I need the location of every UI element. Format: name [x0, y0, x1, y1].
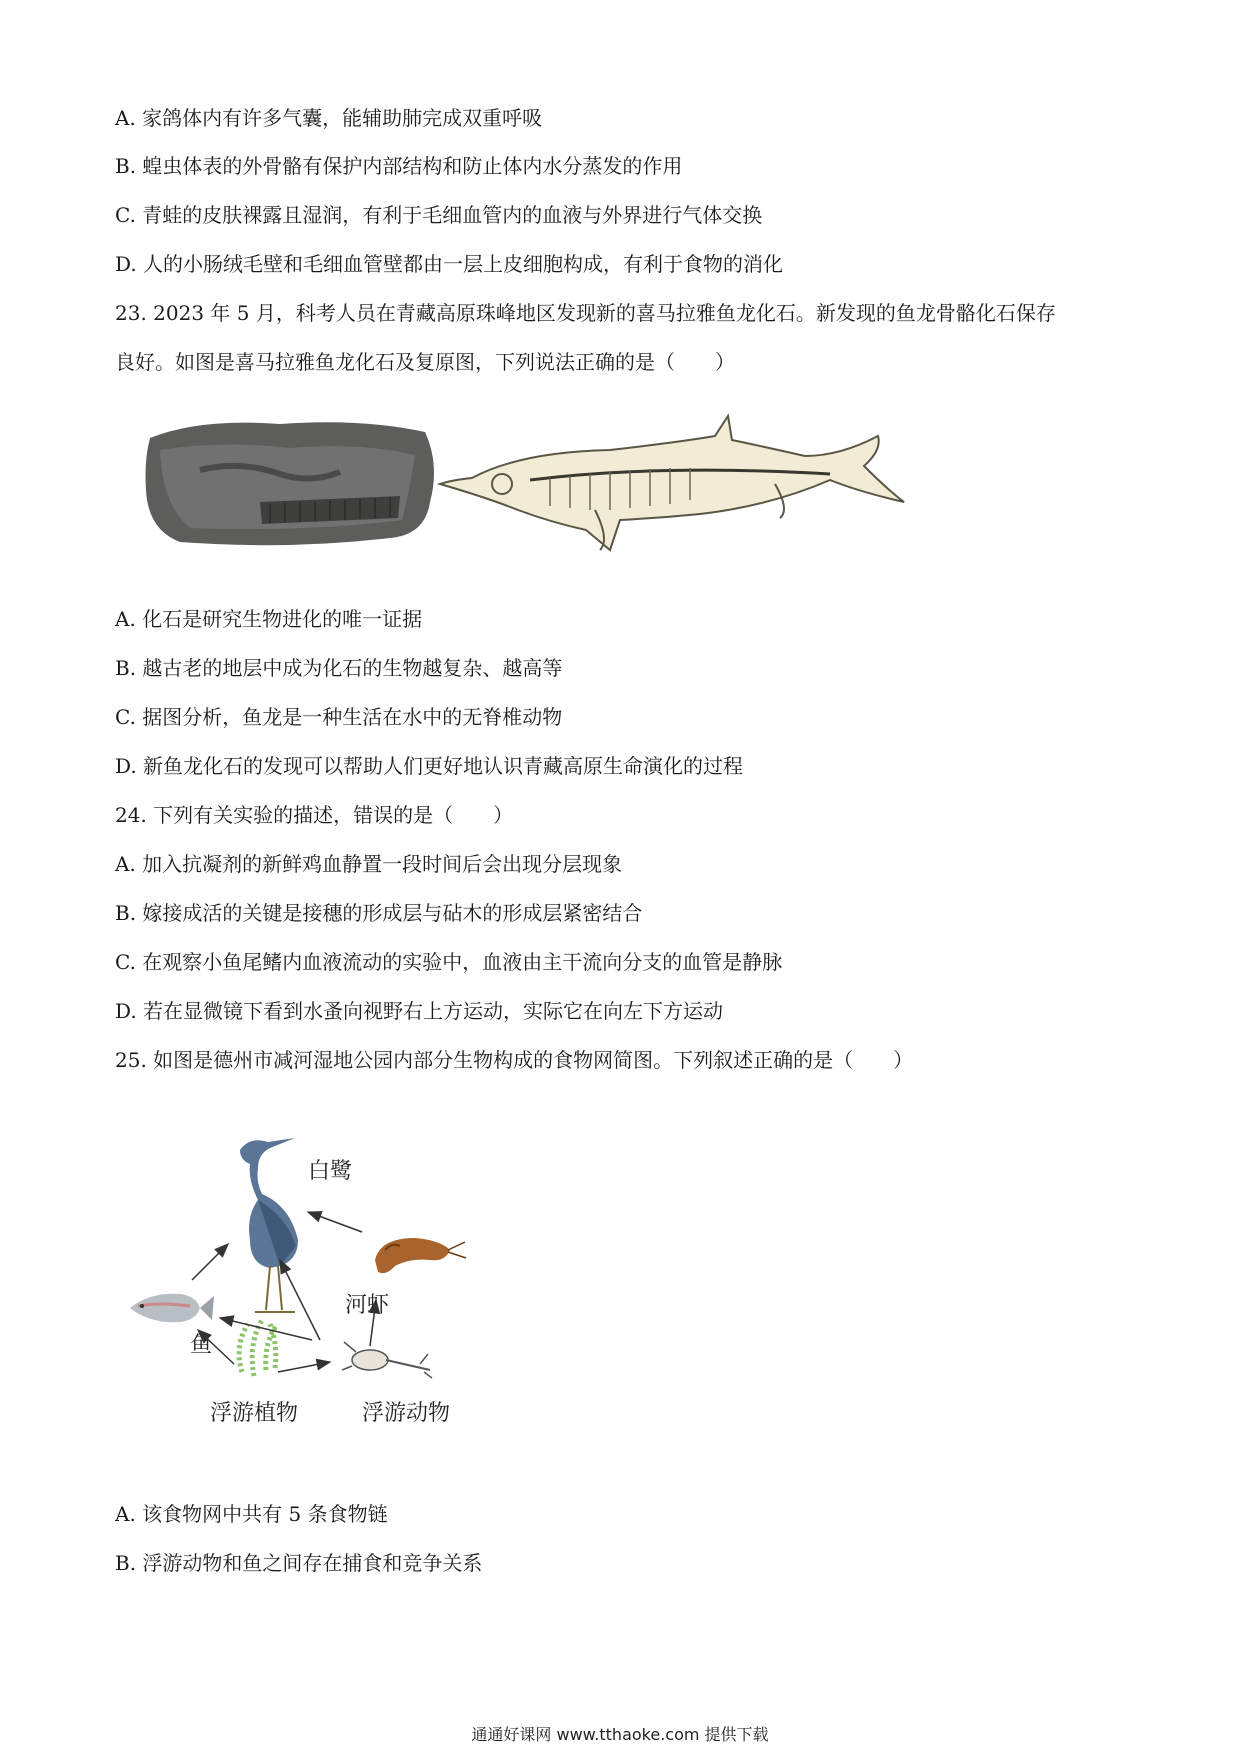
egret-icon [240, 1138, 298, 1312]
egret-label: 白鹭 [308, 1159, 353, 1184]
ichthyosaur-figure [140, 410, 920, 560]
arrow-fish-to-egret [192, 1244, 228, 1280]
shrimp-label: 河虾 [345, 1293, 390, 1318]
q22-option-b: B. 蝗虫体表的外骨骼有保护内部结构和防止体内水分蒸发的作用 [115, 154, 683, 178]
q23-stem-line2: 良好。如图是喜马拉雅鱼龙化石及复原图，下列说法正确的是（ ） [115, 350, 735, 374]
q23-option-b: B. 越古老的地层中成为化石的生物越复杂、越高等 [115, 656, 563, 680]
arrow-zooplankton-to-egret [280, 1260, 320, 1340]
q24-option-b: B. 嫁接成活的关键是接穗的形成层与砧木的形成层紧密结合 [115, 901, 643, 925]
fish-icon [130, 1294, 214, 1322]
q22-option-c: C. 青蛙的皮肤裸露且湿润，有利于毛细血管内的血液与外界进行气体交换 [115, 203, 763, 227]
q25-option-b: B. 浮游动物和鱼之间存在捕食和竞争关系 [115, 1551, 483, 1575]
arrow-phytoplankton-to-zooplankton [278, 1362, 330, 1372]
q23-option-a: A. 化石是研究生物进化的唯一证据 [115, 607, 423, 631]
fossil-rock-image [146, 422, 435, 545]
q24-option-d: D. 若在显微镜下看到水蚤向视野右上方运动，实际它在向左下方运动 [115, 999, 724, 1023]
q24-stem: 24. 下列有关实验的描述，错误的是（ ） [115, 803, 514, 827]
q23-option-c: C. 据图分析，鱼龙是一种生活在水中的无脊椎动物 [115, 705, 563, 729]
q24-option-c: C. 在观察小鱼尾鳍内血液流动的实验中，血液由主干流向分支的血管是静脉 [115, 950, 783, 974]
q22-option-d: D. 人的小肠绒毛壁和毛细血管壁都由一层上皮细胞构成，有利于食物的消化 [115, 252, 784, 276]
q25-stem: 25. 如图是德州市减河湿地公园内部分生物构成的食物网简图。下列叙述正确的是（ ） [115, 1048, 914, 1072]
arrow-zooplankton-to-fish [220, 1318, 312, 1340]
q25-option-a: A. 该食物网中共有 5 条食物链 [115, 1502, 388, 1526]
phytoplankton-label: 浮游植物 [210, 1401, 299, 1426]
page-footer: 通通好课网 www.tthaoke.com 提供下载 [471, 1725, 769, 1744]
q23-option-d: D. 新鱼龙化石的发现可以帮助人们更好地认识青藏高原生命演化的过程 [115, 754, 744, 778]
phytoplankton-icon [239, 1320, 276, 1376]
q24-option-a: A. 加入抗凝剂的新鲜鸡血静置一段时间后会出现分层现象 [115, 852, 623, 876]
arrow-shrimp-to-egret [308, 1212, 362, 1232]
fish-label: 鱼 [190, 1333, 213, 1358]
q22-option-a: A. 家鸽体内有许多气囊，能辅助肺完成双重呼吸 [115, 106, 543, 130]
zooplankton-icon [342, 1342, 432, 1378]
shrimp-icon [375, 1238, 466, 1273]
q23-stem-line1: 23. 2023 年 5 月，科考人员在青藏高原珠峰地区发现新的喜马拉雅鱼龙化石。新发现的鱼龙骨骼化石保存 [115, 301, 1056, 325]
food-web-diagram [130, 1120, 530, 1480]
zooplankton-label: 浮游动物 [362, 1401, 451, 1426]
ichthyosaur-reconstruction [440, 416, 904, 550]
